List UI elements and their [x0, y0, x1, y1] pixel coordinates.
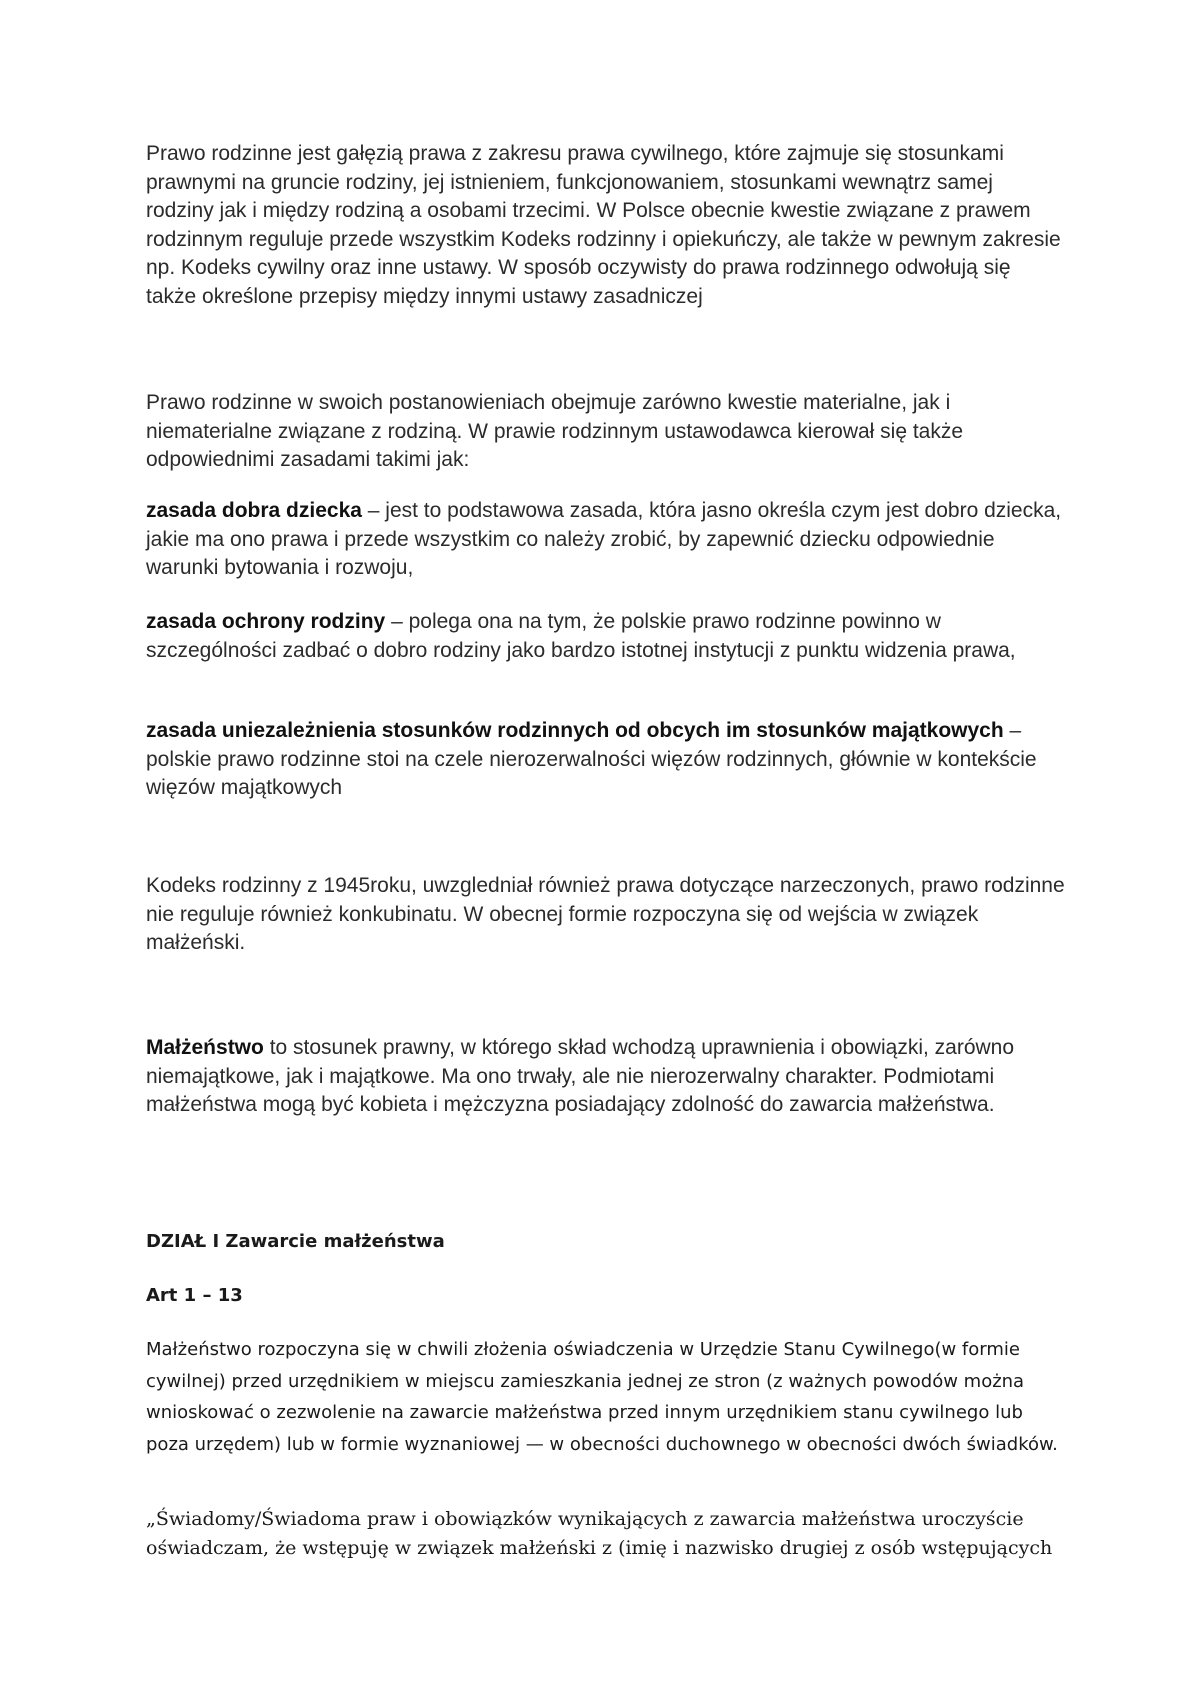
article-heading — [146, 1280, 1066, 1312]
marriage-start-paragraph — [146, 1334, 1066, 1460]
marriage-start-text: Małżeństwo rozpoczyna się w chwili złożenia oświadczenia w Urzędzie Stanu Cywilnego(w formie cywilnej) przed urzędnikiem w miejscu zamieszkania jednej ze stron (z ważnych powodów można wnioskować o zezwolenie na zawarcie małżeństwa przed innym urzędnikiem stanu cywilnego lub poza urzędem) lub w formie wyznaniowej — w obecności duchownego w obecności dwóch świadków. — [146, 1339, 1058, 1455]
principle-child-welfare-term: zasada dobra dziecka — [146, 499, 362, 522]
article-heading-text: Art 1 – 13 — [146, 1285, 243, 1306]
intro-paragraph — [146, 140, 1066, 312]
marriage-definition-paragraph — [146, 1034, 1066, 1120]
principle-child-welfare-text: – jest to podstawowa zasada, która jasno określa czym jest dobro dziecka, jakie ma ono prawa i przede wszystkim co należy zrobić, by zapewnić dziecku odpowiednie warunki bytowania i rozwoju, — [146, 499, 1062, 580]
marriage-term: Małżeństwo — [146, 1036, 264, 1059]
vow-quote-text: „Świadomy/Świadoma praw i obowiązków wynikających z zawarcia małżeństwa uroczyście oświadczam, że wstępuję w związek małżeński z (imię i nazwisko drugiej z osób wstępujących — [146, 1508, 1053, 1559]
principle-child-welfare — [146, 497, 1066, 583]
principle-independence — [146, 717, 1066, 803]
principle-family-protection-term: zasada ochrony rodziny — [146, 610, 386, 633]
vow-quote-paragraph — [146, 1505, 1066, 1563]
section-heading-dzial — [146, 1226, 1066, 1258]
principle-family-protection — [146, 608, 1066, 665]
section-heading-dzial-text: DZIAŁ I Zawarcie małżeństwa — [146, 1231, 445, 1252]
principles-intro-text: Prawo rodzinne w swoich postanowieniach obejmuje zarówno kwestie materialne, jak i niematerialne związane z rodziną. W prawie rodzinnym ustawodawca kierował się także odpowiednimi zasadami takimi jak: — [146, 391, 964, 472]
intro-paragraph-text: Prawo rodzinne jest gałęzią prawa z zakresu prawa cywilnego, które zajmuje się stosunkami prawnymi na gruncie rodziny, jej istnieniem, funkcjonowaniem, stosunkami wewnątrz samej rodziny jak i między rodziną a osobami trzecimi. W Polsce obecnie kwestie związane z prawem rodzinnym reguluje przede wszystkim Kodeks rodzinny i opiekuńczy, ale także w pewnym zakresie np. Kodeks cywilny oraz inne ustawy. W sposób oczywisty do prawa rodzinnego odwołują się także określone przepisy między innymi ustawy zasadniczej — [146, 142, 1061, 308]
family-code-paragraph — [146, 872, 1066, 958]
marriage-definition-text: to stosunek prawny, w którego skład wchodzą uprawnienia i obowiązki, zarówno niemajątkowe, jak i majątkowe. Ma ono trwały, ale nie nierozerwalny charakter. Podmiotami małżeństwa mogą być kobieta i mężczyzna posiadający zdolność do zawarcia małżeństwa. — [146, 1036, 1015, 1117]
principle-independence-text: – polskie prawo rodzinne stoi na czele nierozerwalności więzów rodzinnych, głównie w kontekście więzów majątkowych — [146, 719, 1037, 800]
family-code-text: Kodeks rodzinny z 1945roku, uwzgledniał również prawa dotyczące narzeczonych, prawo rodzinne nie reguluje również konkubinatu. W obecnej formie rozpoczyna się od wejścia w związek małżeński. — [146, 874, 1065, 955]
principles-intro-paragraph — [146, 389, 1066, 475]
principle-family-protection-text: – polega ona na tym, że polskie prawo rodzinne powinno w szczególności zadbać o dobro rodziny jako bardzo istotnej instytucji z punktu widzenia prawa, — [146, 610, 1016, 662]
principle-independence-term: zasada uniezależnienia stosunków rodzinnych od obcych im stosunków majątkowych — [146, 719, 1004, 742]
